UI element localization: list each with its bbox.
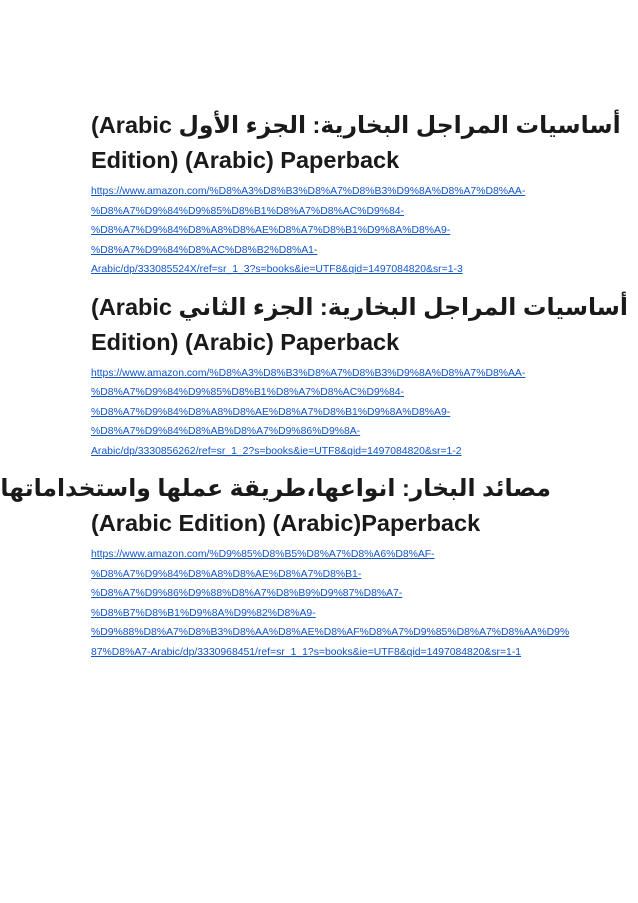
link-line[interactable]: %D8%A7%D9%84%D8%AB%D8%A7%D9%86%D9%8A- xyxy=(91,426,361,437)
link-line[interactable]: %D8%A7%D9%84%D8%AC%D8%B2%D8%A1- xyxy=(91,244,318,256)
link-line[interactable]: %D8%A7%D9%84%D8%A8%D8%AE%D8%A7%D8%B1- xyxy=(91,568,362,580)
book-title-line-2: Edition) (Arabic) Paperback xyxy=(91,328,400,355)
book-entry-1 xyxy=(91,108,621,280)
book-title-line-2: (Arabic Edition) (Arabic)Paperback xyxy=(91,510,481,536)
link-line[interactable]: 87%D8%A7-Arabic/dp/3330968451/ref=sr_1_1?s=books&ie=UTF8&qid=1497084820&sr=1-1 xyxy=(91,646,522,658)
link-line[interactable]: %D9%88%D8%A7%D8%B3%D8%AA%D8%AE%D8%AF%D8%A7%D9%85%D8%A7%D8%AA%D9% xyxy=(91,627,570,638)
link-line[interactable]: %D8%A7%D9%84%D8%A8%D8%AE%D8%A7%D8%B1%D9%8A%D8%A9- xyxy=(91,225,451,236)
book-entry-3 xyxy=(0,471,570,662)
book-title xyxy=(0,471,551,541)
link-line[interactable]: https://www.amazon.com/%D8%A3%D8%B3%D8%A7%D8%B3%D9%8A%D8%A7%D8%AA- xyxy=(91,186,526,197)
link-line[interactable]: %D8%A7%D9%84%D9%85%D8%B1%D8%A7%D8%AC%D9%84- xyxy=(91,387,405,398)
link-line[interactable]: %D8%A7%D9%86%D9%88%D8%A7%D8%B9%D9%87%D8%A7- xyxy=(91,588,403,599)
book-title xyxy=(91,108,621,178)
book-title-line-1: (Arabic أساسيات المراجل البخارية: الجزء الثاني xyxy=(91,293,628,320)
link-line[interactable]: Arabic/dp/3330856262/ref=sr_1_2?s=books&ie=UTF8&qid=1497084820&sr=1-2 xyxy=(91,445,462,457)
book-title-line-2: Edition) (Arabic) Paperback xyxy=(91,147,400,173)
link-line[interactable]: %D8%A7%D9%84%D8%A8%D8%AE%D8%A7%D8%B1%D9%8A%D8%A9- xyxy=(91,406,451,418)
book-title xyxy=(91,290,628,360)
book-title-line-1: مصائد البخار: انواعها،طريقة عملها واستخداماتها xyxy=(0,475,551,501)
amazon-link[interactable] xyxy=(91,545,570,662)
link-line[interactable]: %D8%A7%D9%84%D9%85%D8%B1%D8%A7%D8%AC%D9%84- xyxy=(91,205,405,217)
book-entry-2 xyxy=(91,290,628,462)
amazon-link[interactable] xyxy=(91,182,551,280)
link-line[interactable]: Arabic/dp/333085524X/ref=sr_1_3?s=books&ie=UTF8&qid=1497084820&sr=1-3 xyxy=(91,264,463,275)
amazon-link[interactable] xyxy=(91,364,551,462)
document-page xyxy=(0,108,628,662)
book-title-line-1: (Arabic أساسيات المراجل البخارية: الجزء الأول xyxy=(91,112,621,138)
link-line[interactable]: %D8%B7%D8%B1%D9%8A%D9%82%D8%A9- xyxy=(91,607,316,619)
link-line[interactable]: https://www.amazon.com/%D9%85%D8%B5%D8%A7%D8%A6%D8%AF- xyxy=(91,549,435,560)
link-line[interactable]: https://www.amazon.com/%D8%A3%D8%B3%D8%A7%D8%B3%D9%8A%D8%A7%D8%AA- xyxy=(91,367,526,379)
